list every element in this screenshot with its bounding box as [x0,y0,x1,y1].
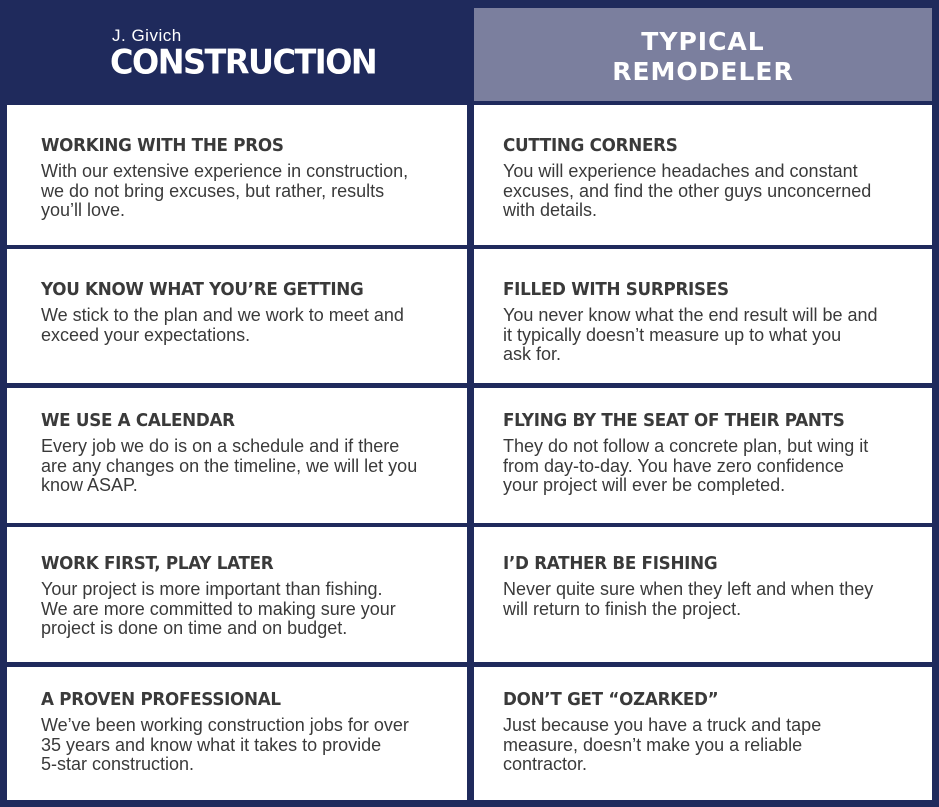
row-4-right-cell [474,527,932,662]
header-typical-remodeler [474,8,932,101]
comparison-grid [4,4,935,803]
row-1-right-cell [474,105,932,245]
row-3-right-title: FLYING BY THE SEAT OF THEIR PANTS [503,410,845,431]
row-5-left-body: We’ve been working construction jobs for over 35 years and know what it takes to provide 5-star construction. [41,715,409,774]
row-5-left-title: A PROVEN PROFESSIONAL [41,689,281,710]
row-5-right-body: Just because you have a truck and tape measure, doesn’t make you a reliable contractor. [503,715,822,774]
row-1-right-body: You will experience headaches and constant excuses, and find the other guys unconcerned with details. [503,161,872,220]
row-4-right-title: I’D RATHER BE FISHING [503,553,718,574]
row-1-left-body: With our extensive experience in construction, we do not bring excuses, but rather, results you’ll love. [41,161,409,220]
row-5-right-title: DON’T GET “OZARKED” [503,689,719,710]
row-1-left-cell [7,105,467,245]
header-typical-line1: TYPICAL [641,27,765,56]
row-3-left-cell [7,388,467,523]
brand-construction-logo: CONSTRUCTION [110,42,377,82]
row-2-right-body: You never know what the end result will be and it typically doesn’t measure up to what you ask for. [503,305,878,364]
row-5-left-cell [7,667,467,800]
row-3-right-body: They do not follow a concrete plan, but wing it from day-to-day. You have zero confidence your project will ever be completed. [503,436,869,495]
row-3-left-title: WE USE A CALENDAR [41,410,235,431]
row-1-left-title: WORKING WITH THE PROS [41,135,284,156]
row-2-left-title: YOU KNOW WHAT YOU’RE GETTING [41,279,364,300]
row-4-left-body: Your project is more important than fishing. We are more committed to making sure your project is done on time and on budget. [41,579,396,638]
row-1-right-title: CUTTING CORNERS [503,135,678,156]
row-2-left-body: We stick to the plan and we work to meet and exceed your expectations. [41,305,404,345]
row-3-left-body: Every job we do is on a schedule and if there are any changes on the timeline, we will let you know ASAP. [41,436,418,495]
row-4-left-title: WORK FIRST, PLAY LATER [41,553,274,574]
row-3-right-cell [474,388,932,523]
row-2-left-cell [7,249,467,383]
row-5-right-cell [474,667,932,800]
header-brand [4,4,467,103]
row-4-right-body: Never quite sure when they left and when they will return to finish the project. [503,579,874,619]
row-4-left-cell [7,527,467,662]
row-2-right-cell [474,249,932,383]
row-2-right-title: FILLED WITH SURPRISES [503,279,729,300]
brand-owner-name: J. Givich [112,26,182,45]
header-typical-line2: REMODELER [612,57,794,86]
